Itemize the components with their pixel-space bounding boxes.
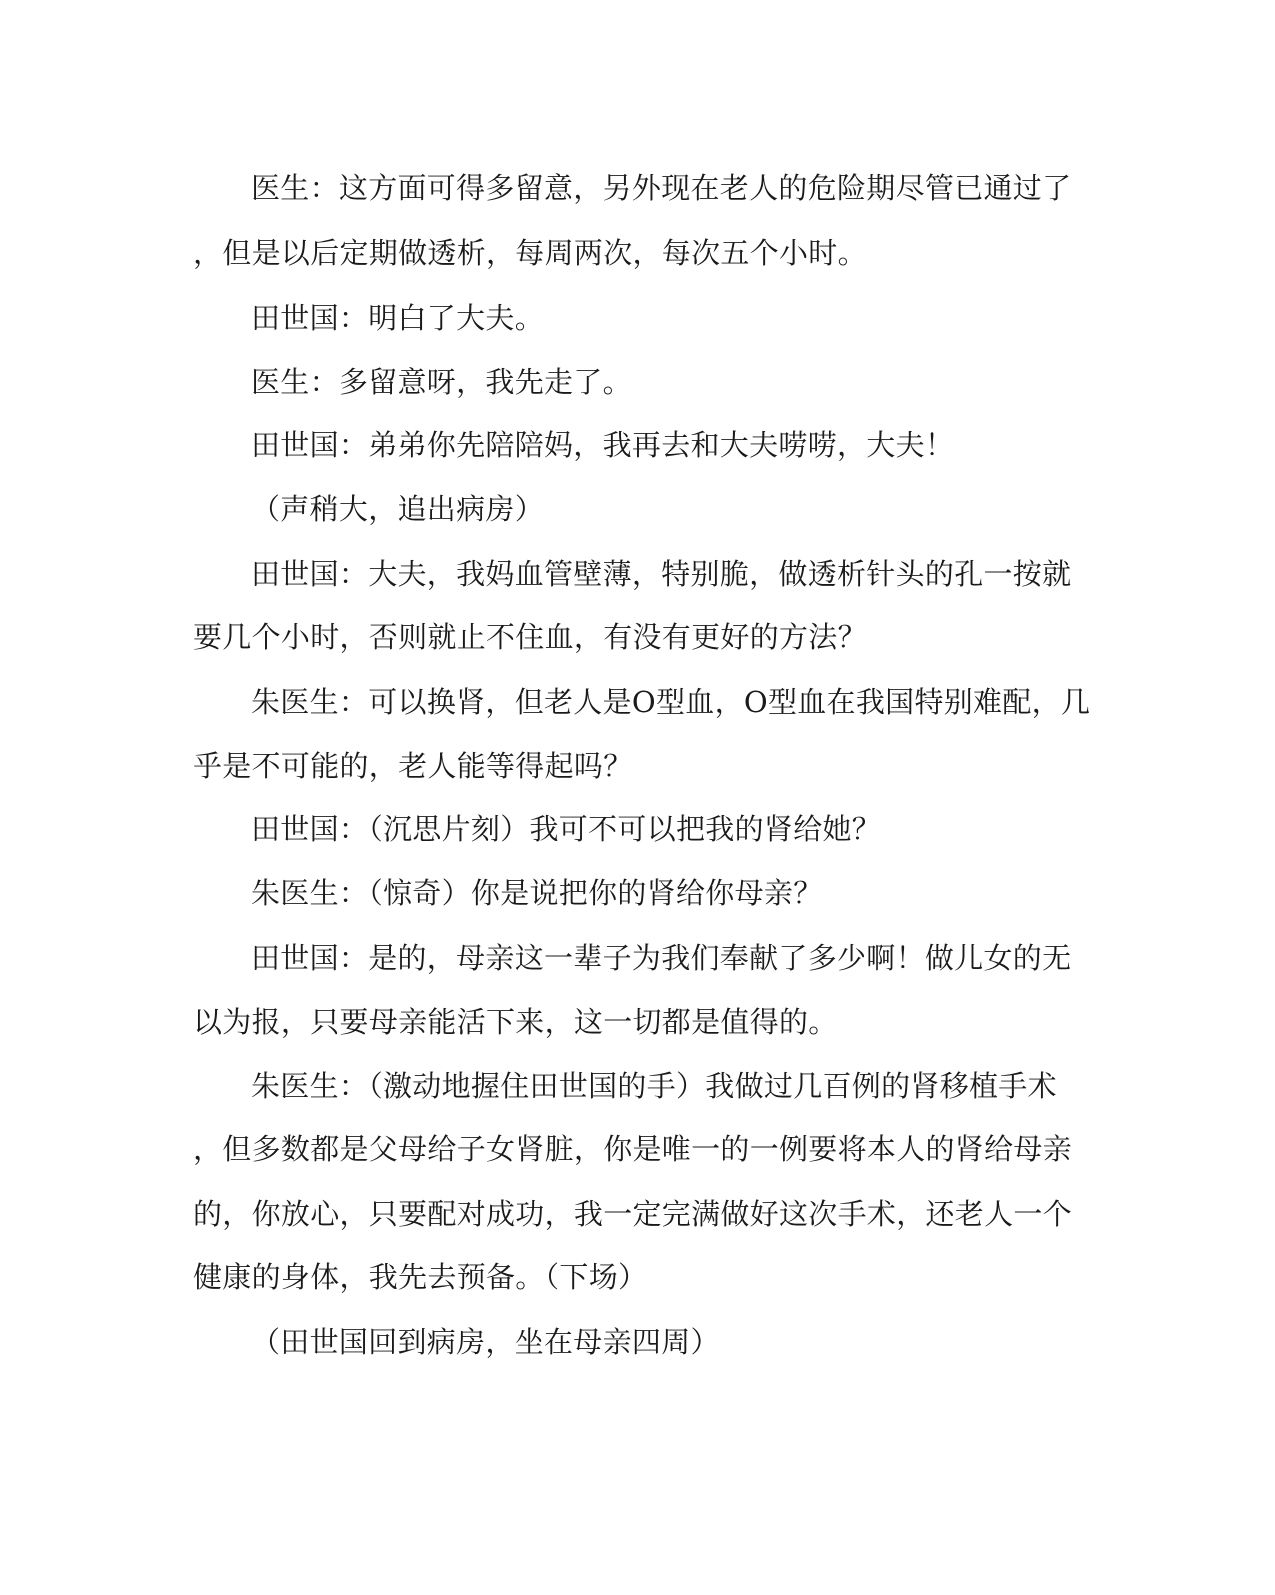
text-line: 医生：这方面可得多留意，另外现在老人的危险期尽管已通过了 — [251, 171, 1072, 205]
text-line: 田世国：是的，母亲这一辈子为我们奉献了多少啊！做儿女的无 — [251, 941, 1072, 975]
text-line: 田世国：（沉思片刻）我可不可以把我的肾给她？ — [251, 812, 882, 846]
text-line: 健康的身体，我先去预备。（下场） — [193, 1260, 648, 1294]
text-line: 医生：多留意呀，我先走了。 — [251, 365, 632, 399]
text-line: 朱医生：（惊奇）你是说把你的肾给你母亲？ — [251, 876, 823, 910]
text-line: 朱医生：（激动地握住田世国的手）我做过几百例的肾移植手术 — [251, 1069, 1057, 1103]
text-line: （田世国回到病房，坐在母亲四周） — [251, 1325, 720, 1359]
text-line: 田世国：弟弟你先陪陪妈，我再去和大夫唠唠，大夫！ — [251, 428, 955, 462]
text-line: 乎是不可能的，老人能等得起吗？ — [193, 749, 633, 783]
text-line: 田世国：明白了大夫。 — [251, 301, 545, 335]
text-line: 以为报，只要母亲能活下来，这一切都是值得的。 — [193, 1005, 838, 1039]
text-line: 的，你放心，只要配对成功，我一定完满做好这次手术，还老人一个 — [193, 1197, 1073, 1231]
text-line: 田世国：大夫，我妈血管壁薄，特别脆，做透析针头的孔一按就 — [251, 557, 1072, 591]
text-line: 要几个小时，否则就止不住血，有没有更好的方法？ — [193, 620, 867, 654]
text-line: （声稍大，追出病房） — [251, 492, 545, 526]
text-line: ，但多数都是父母给子女肾脏，你是唯一的一例要将本人的肾给母亲 — [193, 1132, 1073, 1166]
text-line: ，但是以后定期做透析，每周两次，每次五个小时。 — [193, 236, 867, 270]
text-line: 朱医生：可以换肾，但老人是O型血，O型血在我国特别难配，几 — [251, 685, 1091, 719]
